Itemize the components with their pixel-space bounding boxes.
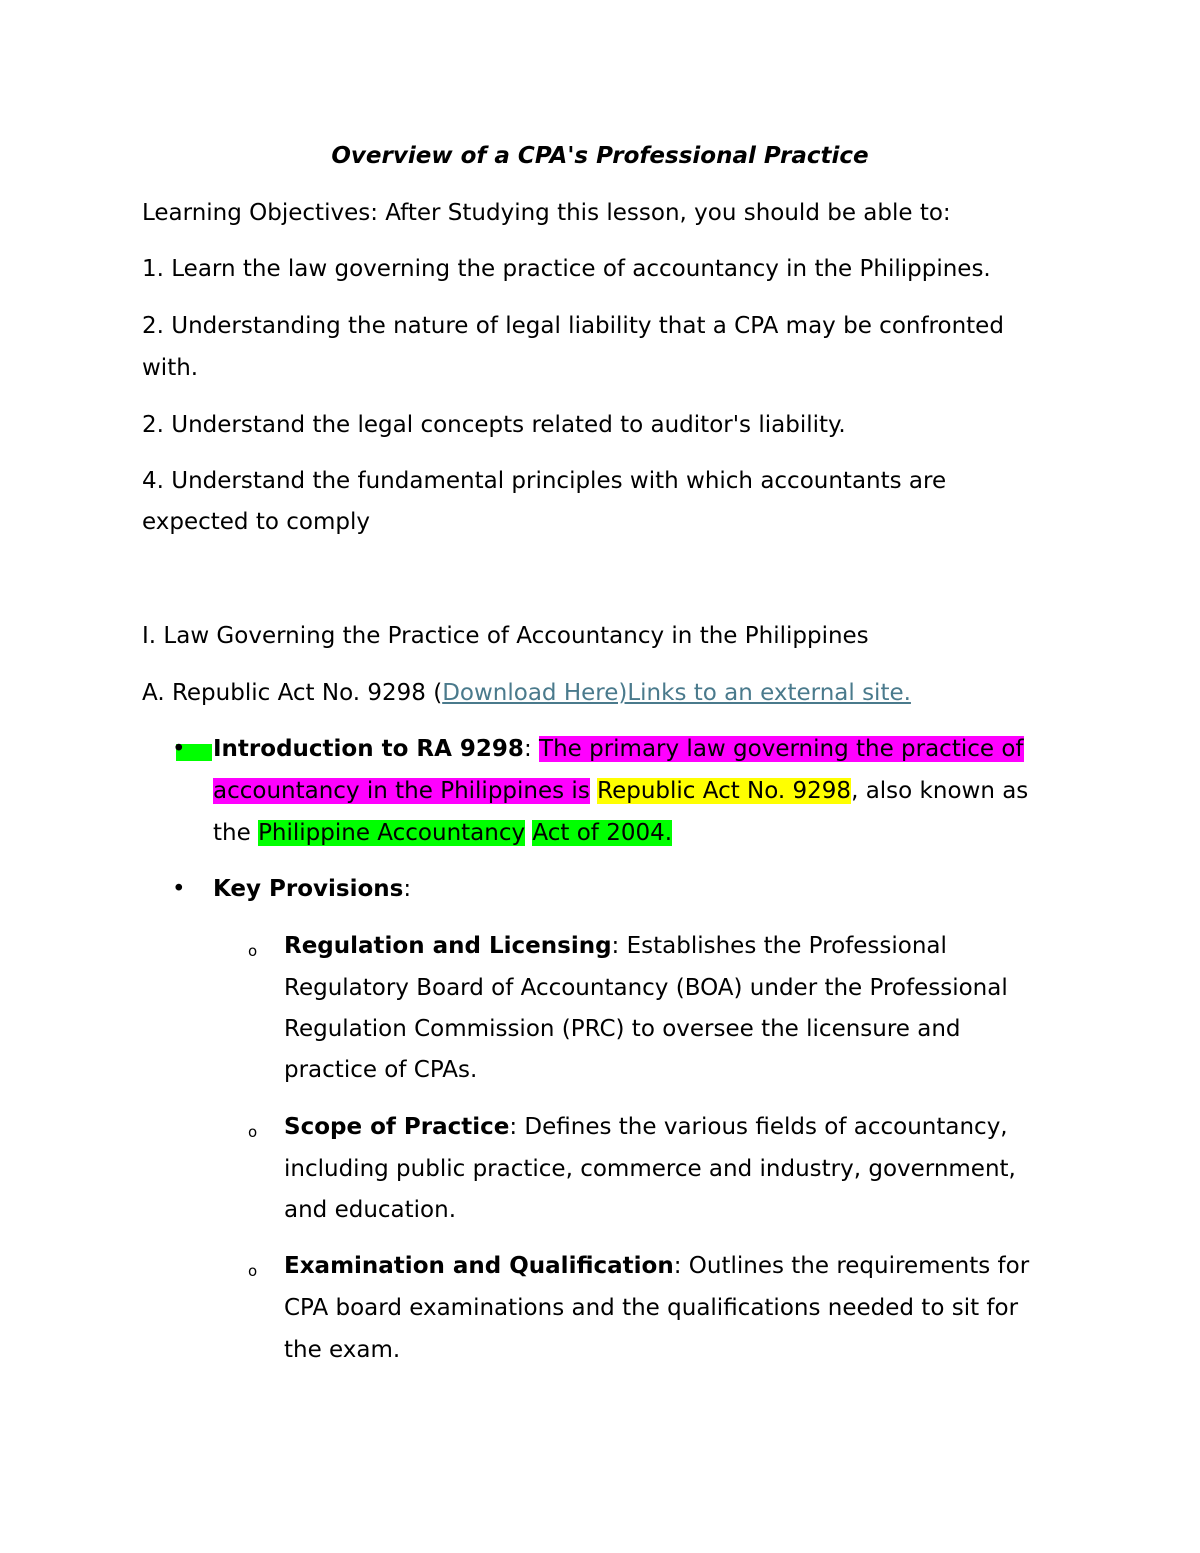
provision-1-line-4: practice of CPAs. bbox=[284, 1057, 478, 1083]
intro-bullet-line-1 bbox=[213, 734, 1024, 764]
objective-3: 2. Understand the legal concepts related to auditor's liability. bbox=[142, 412, 846, 438]
provision-1-label: Regulation and Licensing bbox=[284, 933, 612, 959]
provision-2-text-1: : Defines the various fields of accountancy, bbox=[509, 1114, 1008, 1140]
provision-2-label: Scope of Practice bbox=[284, 1114, 510, 1140]
objective-4-line-1: 4. Understand the fundamental principles with which accountants are bbox=[142, 468, 947, 494]
download-link[interactable]: Download Here)Links to an external site. bbox=[442, 680, 911, 706]
section-heading: I. Law Governing the Practice of Accountancy in the Philippines bbox=[142, 623, 869, 649]
sub-bullet-icon: o bbox=[248, 942, 258, 960]
sub-bullet-icon: o bbox=[248, 1262, 258, 1280]
highlight-act-of-2004: Act of 2004. bbox=[532, 820, 673, 846]
sub-bullet-icon: o bbox=[248, 1123, 258, 1141]
highlight-philippine-accountancy: Philippine Accountancy bbox=[258, 820, 526, 846]
provision-3-line-1 bbox=[284, 1251, 1029, 1281]
key-provisions-colon: : bbox=[403, 876, 412, 902]
provision-1-text-1: : Establishes the Professional bbox=[611, 933, 947, 959]
provision-2-line-3: and education. bbox=[284, 1197, 457, 1223]
provision-3-text-1: : Outlines the requirements for bbox=[673, 1253, 1030, 1279]
provision-3-line-3: the exam. bbox=[284, 1337, 401, 1363]
provision-1-line-1 bbox=[284, 931, 947, 961]
objective-1: 1. Learn the law governing the practice of accountancy in the Philippines. bbox=[142, 256, 991, 282]
provision-2-line-1 bbox=[284, 1112, 1008, 1142]
objective-2-line-2: with. bbox=[142, 355, 199, 381]
intro-bullet-line-3 bbox=[213, 818, 672, 848]
republic-act-label: A. Republic Act No. 9298 ( bbox=[142, 680, 443, 706]
highlight-primary-law-2: accountancy in the Philippines is bbox=[213, 778, 590, 804]
provision-2-line-2: including public practice, commerce and industry, government, bbox=[284, 1156, 1016, 1182]
learning-objectives-intro: Learning Objectives: After Studying this lesson, you should be able to: bbox=[142, 200, 951, 226]
key-provisions-label: Key Provisions bbox=[213, 876, 404, 902]
provision-1-line-2: Regulatory Board of Accountancy (BOA) under the Professional bbox=[284, 975, 1008, 1001]
republic-act-line bbox=[142, 678, 911, 708]
objective-2-line-1: 2. Understanding the nature of legal liability that a CPA may be confronted bbox=[142, 313, 1004, 339]
provision-1-line-3: Regulation Commission (PRC) to oversee the licensure and bbox=[284, 1016, 961, 1042]
objective-4-line-2: expected to comply bbox=[142, 509, 370, 535]
bullet-icon: • bbox=[172, 876, 186, 902]
provision-3-line-2: CPA board examinations and the qualifications needed to sit for bbox=[284, 1295, 1019, 1321]
intro-bullet-also-known: , also known as bbox=[851, 778, 1029, 804]
bullet-icon: • bbox=[172, 736, 186, 762]
intro-bullet-the: the bbox=[213, 820, 259, 846]
provision-3-label: Examination and Qualification bbox=[284, 1253, 674, 1279]
key-provisions-heading bbox=[213, 874, 411, 904]
highlight-primary-law-1: The primary law governing the practice of bbox=[539, 736, 1024, 762]
intro-bullet-line-2 bbox=[213, 776, 1028, 806]
document-title: Overview of a CPA's Professional Practice bbox=[331, 143, 869, 169]
intro-bullet-label: Introduction to RA 9298 bbox=[213, 736, 524, 762]
highlight-ra-9298: Republic Act No. 9298 bbox=[597, 778, 852, 804]
intro-bullet-colon: : bbox=[523, 736, 540, 762]
